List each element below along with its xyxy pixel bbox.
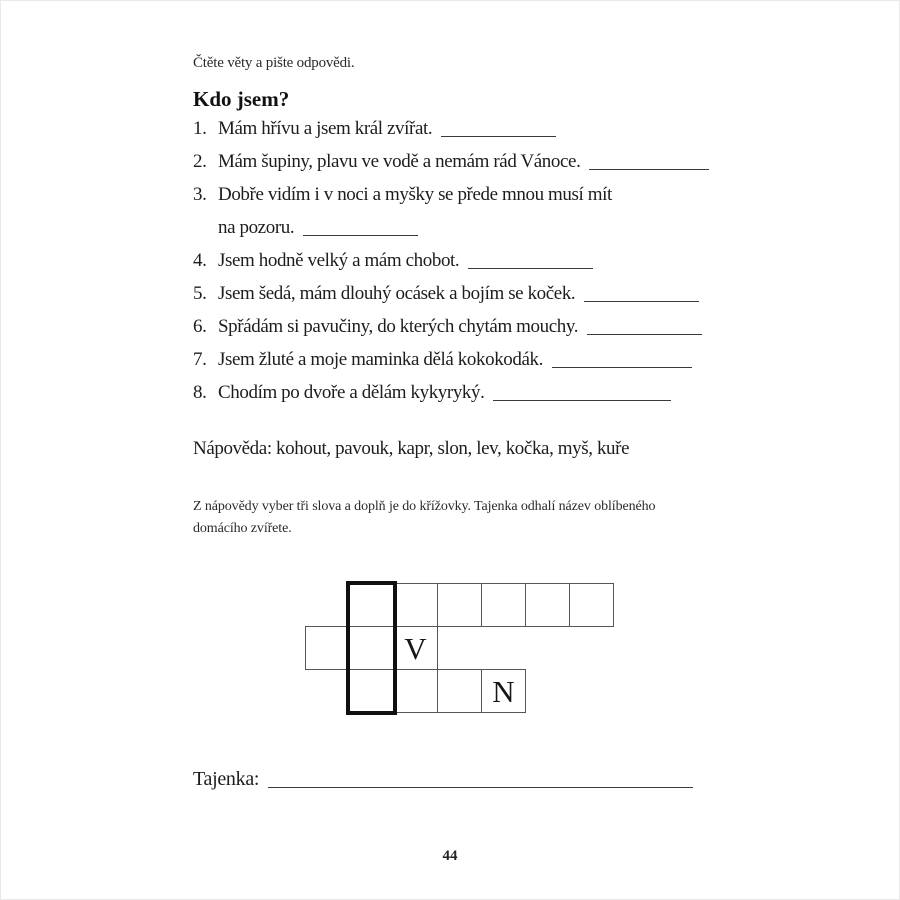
crossword-letter: V — [404, 630, 427, 666]
question-text: Jsem žluté a moje maminka dělá kokokodák. — [218, 349, 543, 370]
answer-blank[interactable] — [552, 353, 692, 368]
question-row-7 — [193, 343, 753, 376]
answer-blank[interactable] — [441, 122, 556, 137]
question-text: Chodím po dvoře a dělám kykyryký. — [218, 382, 485, 403]
crossword-instruction — [193, 496, 713, 540]
question-number: 6. — [193, 316, 207, 337]
question-row-4 — [193, 244, 753, 277]
crossword-cell[interactable] — [305, 626, 350, 670]
page-title: Kdo jsem? — [193, 87, 290, 111]
question-row-1 — [193, 112, 753, 145]
crossword-cell[interactable] — [393, 669, 438, 713]
question-text: Dobře vidím i v noci a myšky se přede mnou musí mít — [218, 184, 612, 205]
crossword-cell[interactable] — [481, 583, 526, 627]
crossword-cell[interactable] — [525, 583, 570, 627]
answer-blank[interactable] — [468, 254, 593, 269]
page-number: 44 — [442, 848, 458, 864]
answer-label: Tajenka: — [193, 768, 260, 790]
crossword-cell[interactable] — [437, 583, 482, 627]
question-number: 3. — [193, 184, 207, 205]
question-row-5 — [193, 277, 753, 310]
question-list — [193, 112, 753, 409]
answer-blank[interactable] — [303, 221, 418, 236]
question-row-3 — [193, 178, 753, 211]
crossword-cell[interactable] — [349, 583, 394, 627]
crossword-cell[interactable] — [393, 583, 438, 627]
crossword-cell[interactable] — [569, 583, 614, 627]
question-text: Mám šupiny, plavu ve vodě a nemám rád Vánoce. — [218, 151, 581, 172]
question-number: 5. — [193, 283, 207, 304]
question-text: na pozoru. — [218, 217, 295, 238]
question-number: 2. — [193, 151, 207, 172]
top-instruction: Čtěte věty a pište odpovědi. — [193, 55, 355, 71]
crossword-instruction-line2: domácího zvířete. — [193, 521, 292, 536]
question-row-6 — [193, 310, 753, 343]
question-text: Mám hřívu a jsem král zvířat. — [218, 118, 433, 139]
question-text: Jsem šedá, mám dlouhý ocásek a bojím se koček. — [218, 283, 576, 304]
question-number: 4. — [193, 250, 207, 271]
crossword-cell[interactable] — [393, 626, 438, 670]
crossword-instruction-line1: Z nápovědy vyber tři slova a doplň je do křížovky. Tajenka odhalí název oblíbeného — [193, 499, 656, 514]
question-number: 8. — [193, 382, 207, 403]
answer-blank[interactable] — [589, 155, 709, 170]
crossword-cell[interactable] — [437, 669, 482, 713]
crossword-cell[interactable] — [349, 626, 394, 670]
answer-blank[interactable] — [493, 386, 671, 401]
answer-row — [193, 766, 693, 792]
question-number: 7. — [193, 349, 207, 370]
question-text: Jsem hodně velký a mám chobot. — [218, 250, 460, 271]
answer-blank[interactable] — [584, 287, 699, 302]
hint-line: Nápověda: kohout, pavouk, kapr, slon, lev, kočka, myš, kuře — [193, 438, 630, 459]
answer-blank-tajenka[interactable] — [268, 772, 693, 788]
crossword-letter: N — [492, 673, 515, 709]
crossword-grid — [305, 583, 617, 715]
answer-blank[interactable] — [587, 320, 702, 335]
question-text: Spřádám si pavučiny, do kterých chytám mouchy. — [218, 316, 579, 337]
question-number: 1. — [193, 118, 207, 139]
question-row-2 — [193, 145, 753, 178]
question-row-8 — [193, 376, 753, 409]
question-row-3-continued — [193, 211, 753, 244]
crossword-cell[interactable] — [349, 669, 394, 713]
crossword-cell[interactable] — [481, 669, 526, 713]
